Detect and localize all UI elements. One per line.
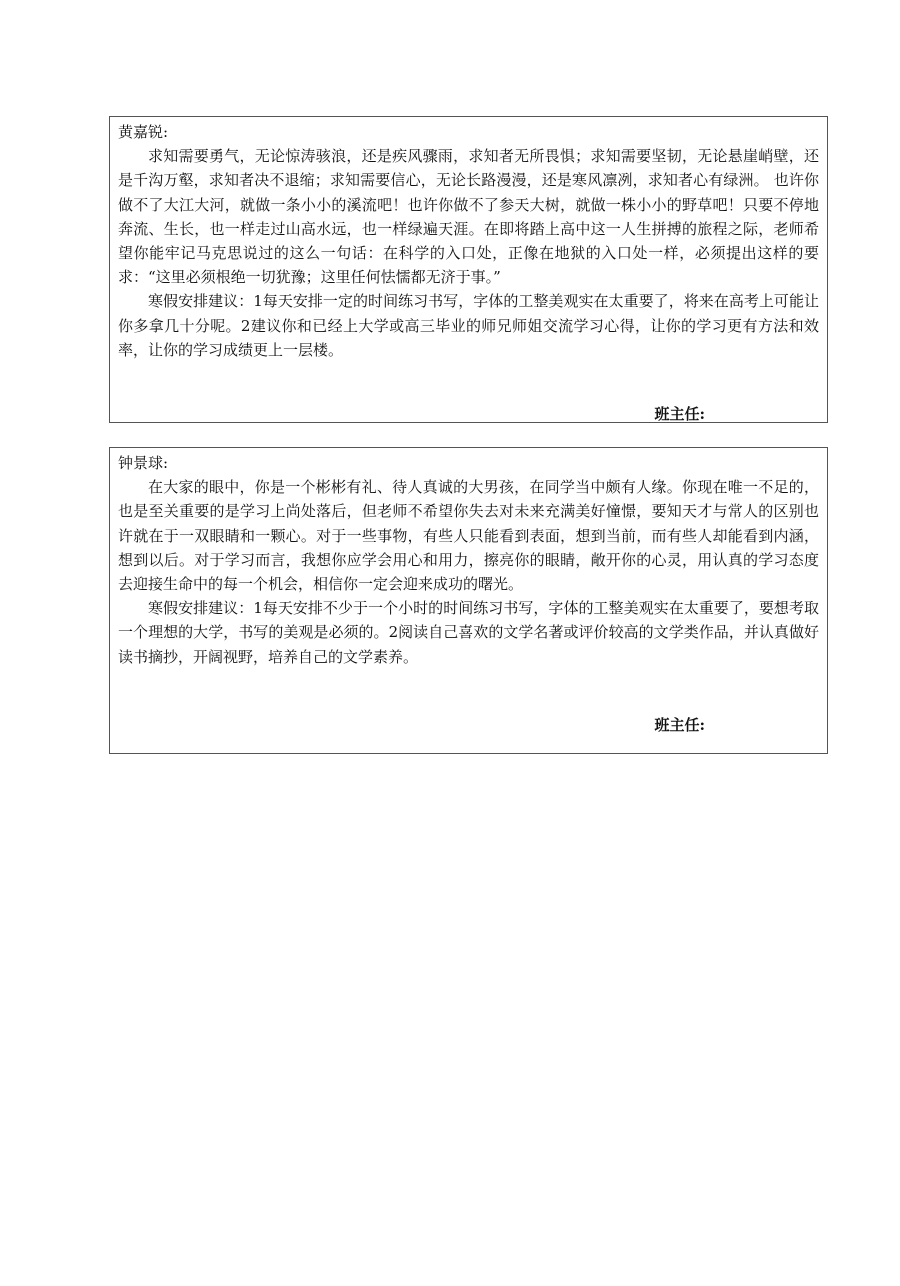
comment-paragraph: 求知需要勇气，无论惊涛骇浪，还是疾风骤雨，求知者无所畏惧；求知需要坚韧，无论悬崖峭壁，还是千沟万壑，求知者决不退缩；求知需要信心，无论长路漫漫，还是寒风凛冽，求知者心有绿洲。 也许你做不了大江大河，就做一条小小的溪流吧！也许你做不了参天大树，就做一株小小的野草吧！只要不停地奔流、生长，也一样走过山高水远，也一样绿遍天涯。在即将踏上高中这一人生拼搏的旅程之际，老师希望你能牢记马克思说过的这么一句话：在科学的入口处，正像在地狱的入口处一样，必须提出这样的要求：“这里必须根绝一切犹豫；这里任何怯懦都无济于事。” [118, 147, 819, 287]
winter-break-suggestion: 寒假安排建议：1每天安排不少于一个小时的时间练习书写，字体的工整美观实在太重要了，要想考取一个理想的大学，书写的美观是必须的。2阅读自己喜欢的文学名著或评价较高的文学类作品，并认真做好读书摘抄，开阔视野，培养自己的文学素养。 [118, 599, 819, 666]
comment-box-1 [109, 116, 828, 423]
student-name: 钟景球: [118, 454, 169, 472]
teacher-signature-label: 班主任: [654, 405, 705, 423]
comment-box-2 [109, 447, 828, 754]
comment-paragraph: 在大家的眼中，你是一个彬彬有礼、待人真诚的大男孩，在同学当中颇有人缘。你现在唯一不足的，也是至关重要的是学习上尚处落后，但老师不希望你失去对未来充满美好憧憬，要知天才与常人的区别也许就在于一双眼睛和一颗心。对于一些事物，有些人只能看到表面，想到当前，而有些人却能看到内涵，想到以后。对于学习而言，我想你应学会用心和用力，擦亮你的眼睛，敞开你的心灵，用认真的学习态度去迎接生命中的每一个机会，相信你一定会迎来成功的曙光。 [118, 478, 819, 594]
student-name: 黄嘉锐: [118, 123, 169, 141]
teacher-signature-label: 班主任: [654, 716, 705, 734]
winter-break-suggestion: 寒假安排建议：1每天安排一定的时间练习书写，字体的工整美观实在太重要了，将来在高考上可能让你多拿几十分呢。2建议你和已经上大学或高三毕业的师兄师姐交流学习心得，让你的学习更有方法和效率，让你的学习成绩更上一层楼。 [118, 292, 819, 359]
